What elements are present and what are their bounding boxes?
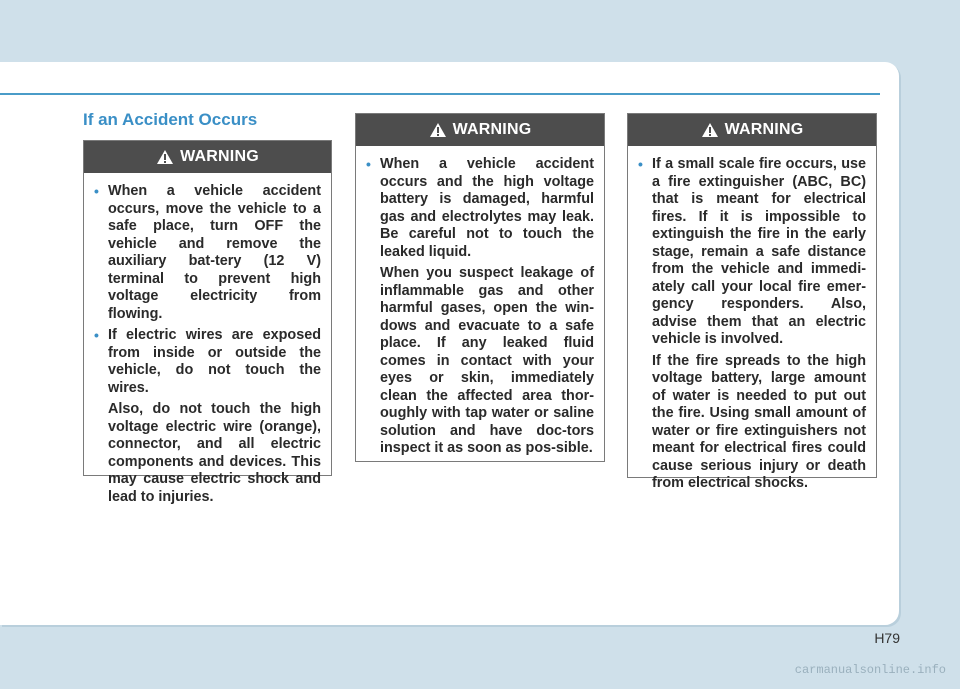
page-number: H79 — [874, 630, 900, 646]
warning-body — [356, 146, 604, 472]
bullet-text: When a vehicle accident occurs, move the vehicle to a safe place, turn OFF the vehicle and remove the auxiliary bat-tery (12 V) terminal to prevent high voltage electricity from flowing. — [108, 183, 321, 322]
warning-body — [84, 173, 331, 520]
bullet-icon: • — [638, 156, 643, 172]
bullet-item — [638, 156, 866, 349]
warning-label: WARNING — [452, 121, 532, 138]
warning-box-3 — [627, 113, 877, 491]
bullet-icon: • — [94, 183, 99, 199]
continuation-paragraph: Also, do not touch the high voltage electric wire (orange), connector, and all electric components and devices. This may cause electric shock and lead to injuries. — [108, 401, 321, 505]
warning-header — [84, 141, 331, 173]
bullet-item — [366, 156, 594, 261]
warning-header — [356, 114, 604, 146]
warning-label: WARNING — [180, 148, 259, 165]
warning-triangle-icon — [156, 149, 174, 165]
warning-triangle-icon — [429, 122, 447, 138]
header-rule — [0, 93, 880, 95]
section-title: If an Accident Occurs — [83, 110, 258, 129]
continuation-paragraph: When you suspect leakage of inflammable gas and other harmful gases, open the win-dows and evacuate to a safe place. If any leaked fluid comes in contact with your eyes or skin, immediately clean the affected area thor-oughly with tap water or saline solution and have doc-tors inspect it as soon as pos-sible. — [380, 265, 594, 456]
bullet-icon: • — [366, 156, 371, 172]
bullet-item — [94, 327, 321, 397]
bullet-text: If electric wires are exposed from inside or outside the vehicle, do not touch the wires. — [108, 327, 321, 396]
warning-header — [628, 114, 876, 146]
bullet-icon: • — [94, 327, 99, 343]
continuation-paragraph: If the fire spreads to the high voltage battery, large amount of water is needed to put out the fire. Using small amount of water or fire extinguishers not meant for electrical fires could cause serious injury or death from electrical shocks. — [652, 352, 866, 491]
bullet-text: If a small scale fire occurs, use a fire extinguisher (ABC, BC) that is meant for electrical fires. If it is impossible to extinguish the fire in the early stage, remain a safe distance from the vehicle and immedi-ately call your local fire emer-gency responders. Also, advise them that an electric vehicle is involved. — [652, 156, 866, 347]
warning-box-2 — [355, 113, 605, 462]
bullet-text: When a vehicle accident occurs and the high voltage battery is damaged, harmful gas and electrolytes may leak. Be careful not to touch the leaked liquid. — [380, 156, 594, 260]
warning-label: WARNING — [724, 121, 804, 138]
watermark: carmanualsonline.info — [794, 663, 946, 677]
bullet-item — [94, 183, 321, 323]
warning-body — [628, 146, 876, 507]
warning-box-1 — [83, 140, 332, 505]
warning-triangle-icon — [701, 122, 719, 138]
